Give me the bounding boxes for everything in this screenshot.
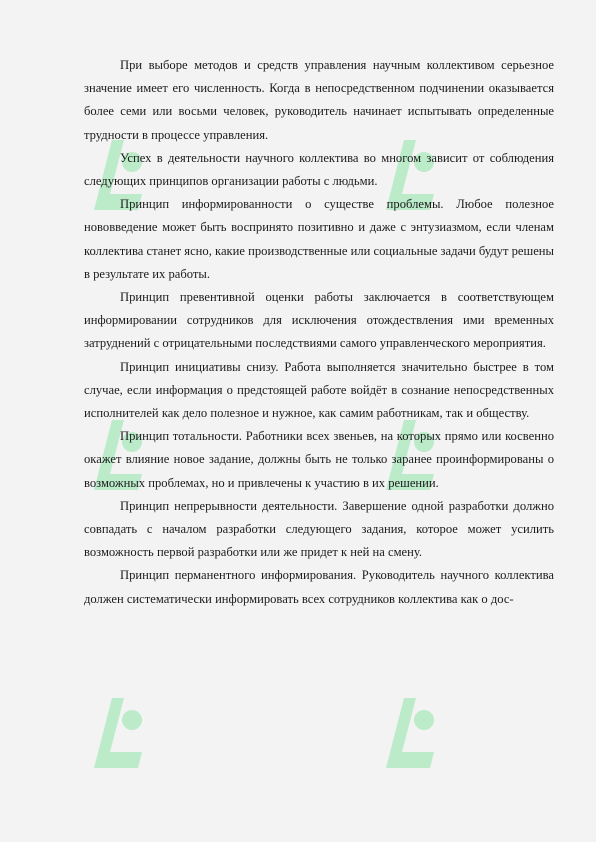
watermark-logo-icon — [88, 690, 148, 776]
paragraph: Принцип непрерывности деятельности. Завершение одной разработки должно совпадать с началом разработки следующего задания, которое может усилить возможность первой разработки или же придет к ней на смену. — [84, 498, 554, 560]
watermark-logo-icon — [380, 690, 440, 776]
paragraph: Принцип перманентного информирования. Руководитель научного коллектива должен систематически информировать всех сотрудников коллектива как о дос- — [84, 568, 554, 606]
paragraph: Принцип превентивной оценки работы заключается в соответствующем информировании сотрудников для исключения отождествления ими временных затруднений с отрицательными последствиями самого управленческого мероприятия. — [84, 290, 554, 351]
paragraph: Принцип инициативы снизу. Работа выполняется значительно быстрее в том случае, если информация о предстоящей работе войдёт в сознание непосредственных исполнителей как дело полезное и нужное, как самим работникам, так и обществу. — [84, 359, 554, 421]
paragraph: При выборе методов и средств управления научным коллективом серьезное значение имеет его численность. Когда в непосредственном подчинении оказывается более семи или восьми человек, руководитель начинает испытывать определенные трудности в процессе управления. — [84, 58, 554, 142]
paragraph: Успех в деятельности научного коллектива во многом зависит от соблюдения следующих принципов организации работы с людьми. — [84, 150, 554, 189]
document-body — [84, 54, 554, 611]
paragraph: Принцип тотальности. Работники всех звеньев, на которых прямо или косвенно окажет влияние новое задание, должны быть не только заранее проинформированы о возможных проблемах, но и привлечены к участию в их решении. — [84, 429, 554, 490]
paragraph: Принцип информированности о существе проблемы. Любое полезное нововведение может быть воспринято позитивно и даже с энтузиазмом, если членам коллектива станет ясно, какие производственные или социальные задачи будут решены в результате их работы. — [84, 197, 555, 281]
